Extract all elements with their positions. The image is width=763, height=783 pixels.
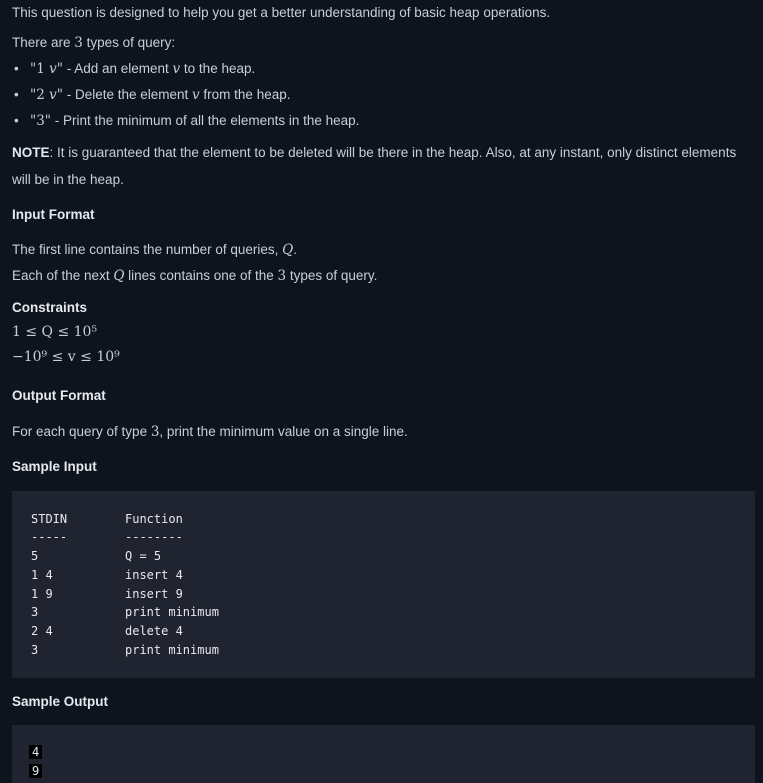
intro-text: This question is designed to help you get a better understanding of basic heap operations. bbox=[12, 5, 551, 20]
stdin-cell: 1 4 bbox=[31, 568, 53, 582]
sample-input-heading: Sample Input bbox=[12, 459, 97, 474]
output-line: 9 bbox=[29, 764, 42, 778]
constraint-1: 1 ≤ Q ≤ 10⁵ bbox=[12, 324, 98, 340]
sample-input-block bbox=[12, 491, 755, 678]
stdin-header: STDIN bbox=[31, 512, 68, 526]
function-cell: print minimum bbox=[125, 605, 219, 619]
output-line: 4 bbox=[29, 745, 42, 759]
stdin-cell: 3 bbox=[31, 605, 39, 619]
stdin-separator: ----- bbox=[31, 530, 68, 544]
input-format-line2: Each of the next Q lines contains one of the 3 types of query. bbox=[12, 268, 378, 284]
output-format-text: For each query of type 3, print the minimum value on a single line. bbox=[12, 424, 408, 440]
stdin-cell: 1 9 bbox=[31, 587, 53, 601]
input-format-line1: The first line contains the number of queries, Q. bbox=[12, 242, 297, 258]
list-item: • "3" - Print the minimum of all the elements in the heap. bbox=[12, 113, 359, 129]
function-cell: delete 4 bbox=[125, 624, 183, 638]
function-cell: insert 4 bbox=[125, 568, 183, 582]
note-text-cont: will be in the heap. bbox=[12, 172, 124, 187]
list-item: • "2 v" - Delete the element v from the heap. bbox=[12, 87, 290, 103]
function-cell: print minimum bbox=[125, 643, 219, 657]
function-cell: insert 9 bbox=[125, 587, 183, 601]
function-separator: -------- bbox=[125, 530, 183, 544]
stdin-cell: 2 4 bbox=[31, 624, 53, 638]
types-text: There are 3 types of query: bbox=[12, 35, 176, 51]
list-item: • "1 v" - Add an element v to the heap. bbox=[12, 61, 255, 77]
sample-output-heading: Sample Output bbox=[12, 694, 109, 709]
function-cell: Q = 5 bbox=[125, 549, 162, 563]
output-format-heading: Output Format bbox=[12, 388, 106, 403]
note-text: NOTE: It is guaranteed that the element to be deleted will be there in the heap. Also, at any instant, only distinct elements bbox=[12, 145, 737, 160]
stdin-cell: 3 bbox=[31, 643, 39, 657]
sample-output-block bbox=[12, 725, 755, 783]
constraint-2: −10⁹ ≤ v ≤ 10⁹ bbox=[12, 349, 120, 365]
stdin-cell: 5 bbox=[31, 549, 39, 563]
input-format-heading: Input Format bbox=[12, 207, 95, 222]
constraints-heading: Constraints bbox=[12, 300, 88, 315]
function-header: Function bbox=[125, 512, 183, 526]
